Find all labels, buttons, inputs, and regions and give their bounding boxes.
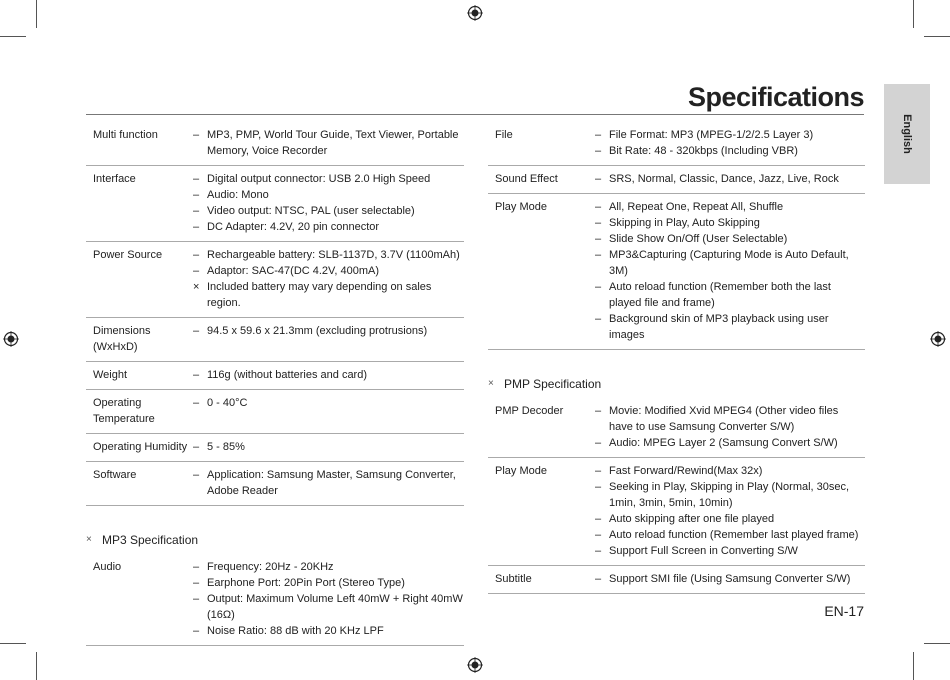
spec-value-text: Seeking in Play, Skipping in Play (Normal, 30sec, 1min, 3min, 5min, 10min) (609, 481, 850, 509)
spec-label: Operating Temperature (93, 397, 155, 425)
spec-values (193, 127, 464, 159)
language-tab (884, 84, 930, 184)
spec-row (86, 122, 464, 166)
spec-value-text: Digital output connector: USB 2.0 High Speed (207, 173, 431, 185)
spec-value-text: 0 - 40°C (207, 397, 248, 409)
spec-row (86, 434, 464, 462)
spec-value-text: 116g (without batteries and card) (207, 369, 367, 381)
bullet-mark: – (595, 405, 602, 417)
bullet-mark: – (595, 465, 602, 477)
spec-row (86, 242, 464, 318)
registration-mark-icon (930, 331, 946, 347)
spec-values (193, 559, 464, 639)
spec-value-item (193, 559, 464, 575)
bullet-mark: – (193, 469, 200, 481)
crop-mark (913, 0, 914, 28)
bullet-mark: – (595, 249, 602, 261)
pmp-section-title: PMP Specification (504, 377, 602, 391)
spec-value-text: Noise Ratio: 88 dB with 20 KHz LPF (207, 625, 384, 637)
crop-mark (924, 643, 950, 644)
spec-value-item (595, 479, 865, 511)
crop-mark (0, 643, 26, 644)
spec-value-item (595, 171, 865, 187)
spec-value-text: MP3, PMP, World Tour Guide, Text Viewer, Portable Memory, Voice Recorder (207, 129, 459, 157)
crop-mark (913, 652, 914, 680)
spec-row (86, 166, 464, 242)
spec-value-text: 5 - 85% (207, 441, 245, 453)
spec-value-item (193, 623, 464, 639)
spec-values (193, 367, 464, 383)
mp3-spec-table (86, 554, 464, 646)
spec-values (595, 571, 865, 587)
registration-mark-icon (3, 331, 19, 347)
bullet-mark: – (193, 189, 200, 201)
bullet-mark: – (193, 593, 200, 605)
spec-value-item (193, 127, 464, 159)
spec-label: Multi function (93, 129, 158, 141)
spec-value-text: Skipping in Play, Auto Skipping (609, 217, 760, 229)
note-mark: × (86, 534, 92, 545)
spec-value-item (193, 247, 464, 263)
spec-value-text: Fast Forward/Rewind(Max 32x) (609, 465, 763, 477)
spec-value-item (193, 187, 464, 203)
page-title: Specifications (687, 82, 864, 112)
note-mark: × (488, 378, 494, 389)
spec-label: Operating Humidity (93, 441, 188, 453)
spec-value-item (595, 403, 865, 435)
spec-value-text: DC Adapter: 4.2V, 20 pin connector (207, 221, 380, 233)
bullet-mark: – (595, 545, 602, 557)
spec-value-item (595, 231, 865, 247)
spec-value-text: Earphone Port: 20Pin Port (Stereo Type) (207, 577, 405, 589)
spec-value-item (595, 527, 865, 543)
bullet-mark: – (193, 221, 200, 233)
crop-mark (36, 652, 37, 680)
spec-value-text: Slide Show On/Off (User Selectable) (609, 233, 788, 245)
spec-value-item (193, 367, 464, 383)
spec-value-item (595, 199, 865, 215)
spec-value-text: 94.5 x 59.6 x 21.3mm (excluding protrusions) (207, 325, 428, 337)
pmp-section-heading (488, 376, 865, 392)
spec-label: Power Source (93, 249, 163, 261)
bullet-mark: × (193, 281, 200, 293)
right-column (488, 122, 865, 594)
spec-value-text: Audio: Mono (207, 189, 269, 201)
spec-value-item (193, 575, 464, 591)
left-spec-table (86, 122, 464, 506)
spec-value-text: Movie: Modified Xvid MPEG4 (Other video files have to use Samsung Converter S/W) (609, 405, 839, 433)
spec-row (488, 194, 865, 350)
spec-values (595, 127, 865, 159)
spec-label: Play Mode (495, 465, 547, 477)
right-spec-table (488, 122, 865, 350)
spec-row (86, 318, 464, 362)
spec-row (86, 554, 464, 646)
page-number: EN-17 (824, 603, 864, 619)
bullet-mark: – (595, 281, 602, 293)
spec-value-text: Included battery may vary depending on sales region. (207, 281, 432, 309)
spec-value-item (193, 171, 464, 187)
spec-value-item (193, 279, 464, 311)
spec-label: Weight (93, 369, 128, 381)
bullet-mark: – (595, 145, 602, 157)
bullet-mark: – (595, 529, 602, 541)
bullet-mark: – (595, 233, 602, 245)
spec-row (488, 458, 865, 566)
spec-value-item (193, 591, 464, 623)
spec-label: Audio (93, 561, 122, 573)
spec-values (595, 171, 865, 187)
spec-value-item (193, 219, 464, 235)
spec-value-text: Support SMI file (Using Samsung Converter S/W) (609, 573, 851, 585)
spec-values (193, 467, 464, 499)
bullet-mark: – (595, 313, 602, 325)
spec-value-item (193, 395, 464, 411)
spec-row (86, 462, 464, 506)
spec-row (488, 398, 865, 458)
spec-value-item (595, 571, 865, 587)
spec-row (488, 566, 865, 594)
crop-mark (924, 36, 950, 37)
bullet-mark: – (595, 217, 602, 229)
spec-values (193, 323, 464, 355)
spec-values (595, 463, 865, 559)
bullet-mark: – (193, 577, 200, 589)
spec-value-item (595, 279, 865, 311)
spec-value-text: Adaptor: SAC-47(DC 4.2V, 400mA) (207, 265, 380, 277)
left-column (86, 122, 464, 646)
spec-label: Play Mode (495, 201, 547, 213)
spec-value-text: Auto reload function (Remember last played frame) (609, 529, 859, 541)
spec-values (193, 171, 464, 235)
spec-value-text: Bit Rate: 48 - 320kbps (Including VBR) (609, 145, 798, 157)
crop-mark (36, 0, 37, 28)
bullet-mark: – (193, 397, 200, 409)
bullet-mark: – (595, 573, 602, 585)
bullet-mark: – (595, 173, 602, 185)
spec-value-text: SRS, Normal, Classic, Dance, Jazz, Live, Rock (609, 173, 839, 185)
spec-value-text: Frequency: 20Hz - 20KHz (207, 561, 334, 573)
spec-value-text: Support Full Screen in Converting S/W (609, 545, 798, 557)
spec-value-text: File Format: MP3 (MPEG-1/2/2.5 Layer 3) (609, 129, 814, 141)
spec-value-item (193, 439, 464, 455)
spec-label: Software (93, 469, 137, 481)
spec-value-item (595, 511, 865, 527)
spec-value-text: Video output: NTSC, PAL (user selectable) (207, 205, 415, 217)
spec-value-text: Output: Maximum Volume Left 40mW + Right 40mW (16Ω) (207, 593, 463, 621)
spec-value-text: MP3&Capturing (Capturing Mode is Auto Default, 3M) (609, 249, 849, 277)
spec-row (86, 390, 464, 434)
spec-value-item (193, 263, 464, 279)
spec-value-text: Auto reload function (Remember both the last played file and frame) (609, 281, 831, 309)
spec-row (488, 166, 865, 194)
spec-value-text: Application: Samsung Master, Samsung Converter, Adobe Reader (207, 469, 456, 497)
bullet-mark: – (193, 441, 200, 453)
spec-row (488, 122, 865, 166)
registration-mark-icon (467, 5, 483, 21)
spec-label: Subtitle (495, 573, 532, 585)
spec-values (193, 395, 464, 427)
spec-value-text: All, Repeat One, Repeat All, Shuffle (609, 201, 784, 213)
spec-value-item (193, 203, 464, 219)
spec-value-item (595, 311, 865, 343)
bullet-mark: – (595, 513, 602, 525)
bullet-mark: – (193, 205, 200, 217)
spec-value-item (595, 215, 865, 231)
spec-values (193, 247, 464, 311)
bullet-mark: – (595, 437, 602, 449)
pmp-spec-table (488, 398, 865, 594)
spec-value-item (595, 127, 865, 143)
registration-mark-icon (467, 657, 483, 673)
spec-row (86, 362, 464, 390)
spec-label: Dimensions (WxHxD) (93, 325, 151, 353)
bullet-mark: – (193, 129, 200, 141)
spec-label: Interface (93, 173, 136, 185)
bullet-mark: – (193, 325, 200, 337)
spec-values (193, 439, 464, 455)
bullet-mark: – (193, 625, 200, 637)
spec-label: PMP Decoder (495, 405, 564, 417)
mp3-section-heading (86, 532, 464, 548)
bullet-mark: – (193, 249, 200, 261)
spec-value-item (595, 463, 865, 479)
spec-value-text: Rechargeable battery: SLB-1137D, 3.7V (1100mAh) (207, 249, 460, 261)
title-divider (86, 114, 864, 115)
spec-value-item (595, 543, 865, 559)
spec-value-text: Background skin of MP3 playback using user images (609, 313, 829, 341)
mp3-section-title: MP3 Specification (102, 533, 199, 547)
bullet-mark: – (193, 265, 200, 277)
spec-value-item (193, 467, 464, 499)
spec-values (595, 199, 865, 343)
bullet-mark: – (193, 561, 200, 573)
spec-value-item (595, 143, 865, 159)
spec-value-text: Audio: MPEG Layer 2 (Samsung Convert S/W) (609, 437, 838, 449)
bullet-mark: – (595, 201, 602, 213)
bullet-mark: – (193, 173, 200, 185)
bullet-mark: – (595, 481, 602, 493)
spec-values (595, 403, 865, 451)
language-tab-label: English (901, 114, 913, 154)
spec-label: File (495, 129, 513, 141)
spec-value-item (595, 435, 865, 451)
bullet-mark: – (193, 369, 200, 381)
spec-value-item (595, 247, 865, 279)
crop-mark (0, 36, 26, 37)
bullet-mark: – (595, 129, 602, 141)
spec-value-text: Auto skipping after one file played (609, 513, 775, 525)
spec-value-item (193, 323, 464, 339)
spec-label: Sound Effect (495, 173, 558, 185)
